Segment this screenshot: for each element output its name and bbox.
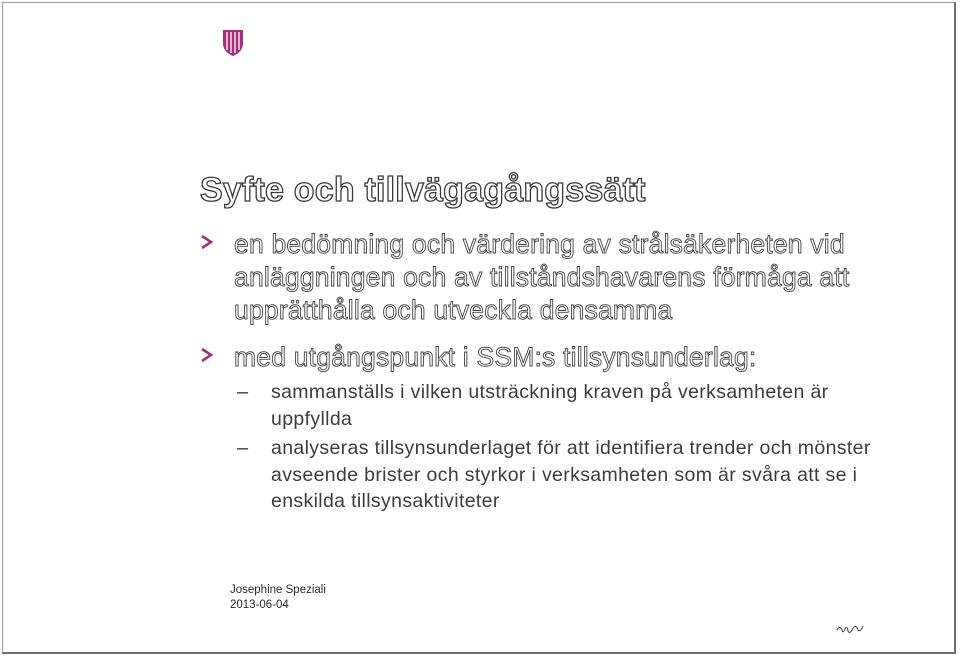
- bullet-text: med utgångspunkt i SSM:s tillsynsunderlag:: [234, 342, 757, 372]
- bullet-item: [200, 228, 900, 327]
- footer-author: Josephine Speziali: [230, 584, 326, 596]
- bullet-item: [200, 341, 900, 374]
- sub-bullet-text: analyseras tillsynsunderlaget för att identifiera trender och mönster avseende brister och styrkor i verksamheten som är svåra att se i enskilda tillsynsaktiviteter: [271, 437, 871, 512]
- dash-marker: –: [237, 381, 249, 403]
- slide-title: Syfte och tillvägagångssätt: [200, 171, 646, 209]
- slide-frame: [2, 2, 956, 654]
- sub-bullet-text: sammanställs i vilken utsträckning kraven på verksamheten är uppfyllda: [271, 381, 829, 430]
- bullet-text: en bedömning och värdering av strålsäkerheten vid anläggningen och av tillståndshavarens förmåga att upprätthålla och utveckla densamma: [234, 229, 850, 325]
- sub-bullet-item: [237, 379, 897, 432]
- chevron-right-icon: [200, 234, 214, 250]
- logo-icon: [222, 29, 244, 57]
- dash-marker: –: [237, 437, 249, 459]
- footer: [230, 583, 326, 612]
- sub-bullet-item: [237, 435, 897, 515]
- footer-date: 2013-06-04: [230, 598, 289, 611]
- chevron-right-icon: [200, 347, 214, 363]
- signature-icon: [835, 621, 865, 637]
